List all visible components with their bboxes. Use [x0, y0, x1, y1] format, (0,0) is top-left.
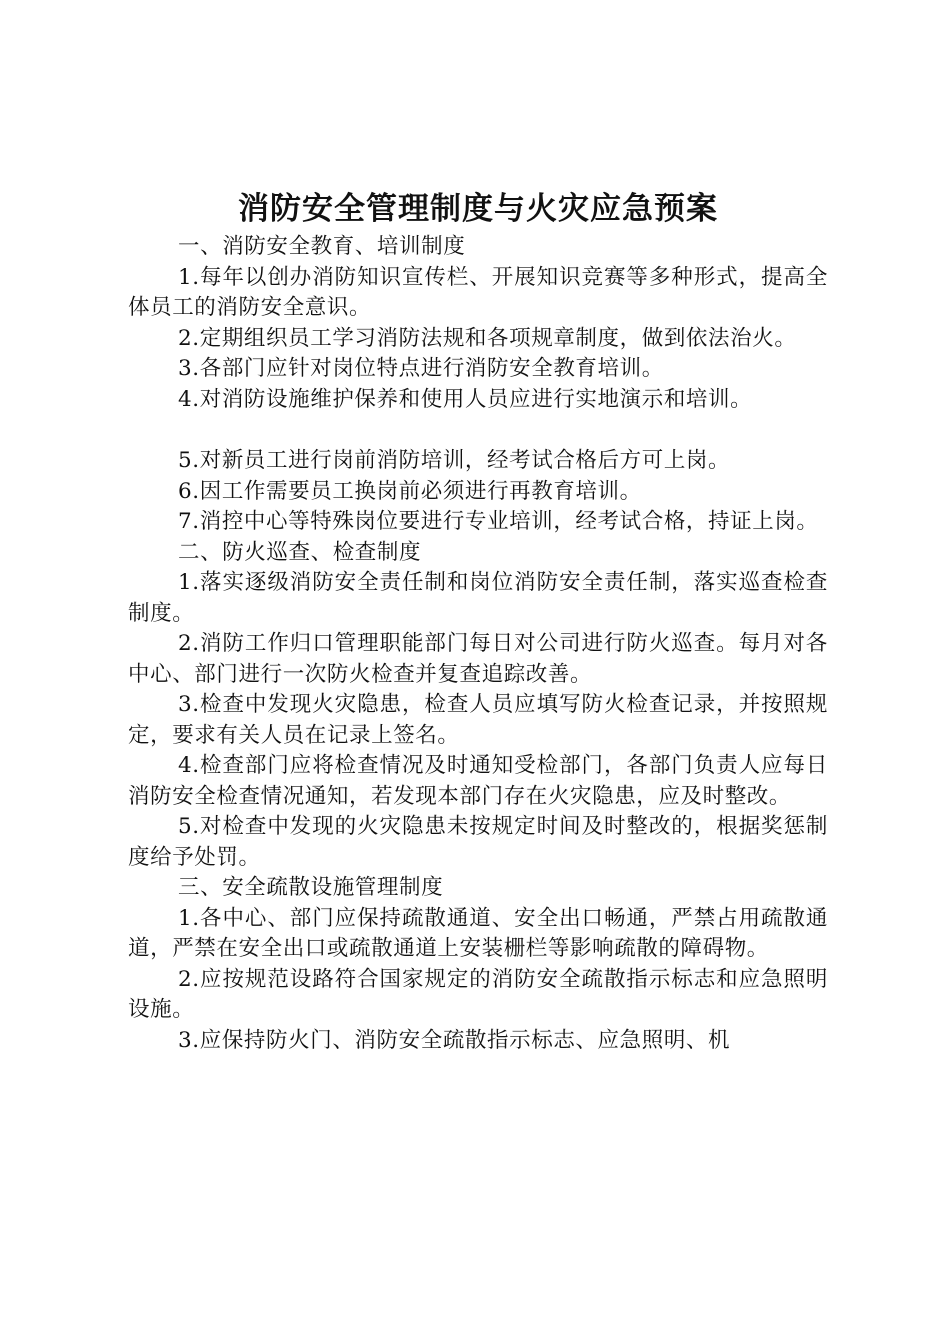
paragraph-gap: [128, 415, 828, 446]
paragraph: 6.因工作需要员工换岗前必须进行再教育培训。: [178, 478, 642, 504]
paragraph: 2.应按规范设路符合国家规定的消防安全疏散指示标志和应急照明设施。: [128, 966, 828, 1022]
paragraph: 2.定期组织员工学习消防法规和各项规章制度，做到依法治火。: [178, 325, 797, 351]
paragraph: 4.对消防设施维护保养和使用人员应进行实地演示和培训。: [178, 386, 753, 412]
paragraph: 3.各部门应针对岗位特点进行消防安全教育培训。: [178, 356, 664, 381]
document-title: 消防安全管理制度与火灾应急预案: [238, 191, 718, 227]
section-heading: 一、消防安全教育、培训制度: [178, 234, 466, 259]
paragraph: 1.各中心、部门应保持疏散通道、安全出口畅通，严禁占用疏散通道，严禁在安全出口或疏散通道上安装栅栏等影响疏散的障碍物。: [128, 905, 828, 961]
paragraph: 7.消控中心等特殊岗位要进行专业培训，经考试合格，持证上岗。: [178, 509, 819, 534]
paragraph: 1.每年以创办消防知识宣传栏、开展知识竞赛等多种形式，提高全体员工的消防安全意识。: [128, 264, 828, 320]
paragraph: 3.检查中发现火灾隐患，检查人员应填写防火检查记录，并按照规定，要求有关人员在记录上签名。: [128, 692, 828, 748]
paragraph: 1.落实逐级消防安全责任制和岗位消防安全责任制，落实巡查检查制度。: [128, 570, 828, 626]
document-page: [128, 0, 828, 1056]
paragraph: 3.应保持防火门、消防安全疏散指示标志、应急照明、机: [178, 1027, 731, 1053]
document-body: [128, 232, 828, 1056]
section-heading: 二、防火巡查、检查制度: [178, 539, 422, 565]
paragraph: 2.消防工作归口管理职能部门每日对公司进行防火巡查。每月对各中心、部门进行一次防火检查并复查追踪改善。: [128, 631, 828, 687]
paragraph: 4.检查部门应将检查情况及时通知受检部门，各部门负责人应每日消防安全检查情况通知，若发现本部门存在火灾隐患，应及时整改。: [128, 753, 828, 809]
paragraph: 5.对检查中发现的火灾隐患未按规定时间及时整改的，根据奖惩制度给予处罚。: [128, 814, 828, 870]
paragraph: 5.对新员工进行岗前消防培训，经考试合格后方可上岗。: [178, 448, 731, 473]
section-heading: 三、安全疏散设施管理制度: [178, 875, 444, 900]
